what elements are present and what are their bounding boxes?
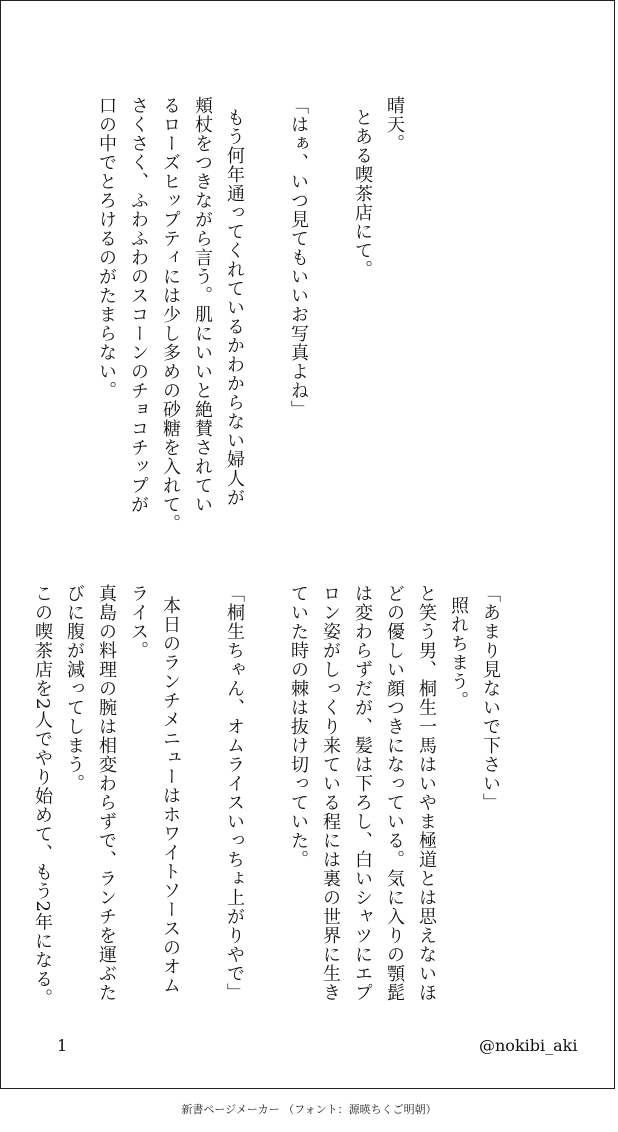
page-number: 1 bbox=[57, 1036, 68, 1055]
text-line: 「はぁ、いつ見てもいいお写真よね」 bbox=[288, 96, 309, 419]
author-handle: @nokibi_aki bbox=[479, 1036, 578, 1055]
text-line: びに腹が減ってしまう。 bbox=[64, 584, 85, 793]
text-line: 真島の料理の腕は相変わらずで、ランチを運ぶた bbox=[96, 584, 117, 1002]
text-line: 頬杖をつきながら言う。肌にいいと絶賛されてい bbox=[192, 96, 213, 514]
text-line: 晴天。 bbox=[384, 96, 405, 153]
text-line bbox=[186, 584, 218, 1008]
text-line: 本日のランチメニューはホワイトソースのオム bbox=[160, 596, 181, 995]
text-line: 照れちまう。 bbox=[448, 596, 469, 710]
text-line: 口の中でとろけるのがたまらない。 bbox=[96, 96, 117, 400]
text-line: 「桐生ちゃん、オムライスいっちょ上がりやで」 bbox=[224, 584, 245, 1002]
text-line: るローズヒップティには少し多めの砂糖を入れて。 bbox=[160, 96, 181, 533]
text-line: と笑う男、桐生一馬はいやま極道とは思えないほ bbox=[416, 584, 437, 1002]
text-line: ていた時の棘は抜け切っていた。 bbox=[288, 584, 309, 869]
text-line: は変わらずだが、髪は下ろし、白いシャツにエプ bbox=[352, 584, 373, 1002]
text-line: さくさく、ふわふわのスコーンのチョコチップが bbox=[128, 96, 149, 514]
lower-text-block bbox=[0, 584, 570, 1008]
upper-text-block bbox=[26, 96, 474, 533]
text-line bbox=[250, 96, 282, 533]
text-line: ライス。 bbox=[128, 584, 149, 660]
text-line: とある喫茶店にて。 bbox=[352, 108, 373, 279]
text-line: どの優しい顔つきになっている。気に入りの顎髭 bbox=[384, 584, 405, 1002]
text-line: この喫茶店を2人でやり始めて、もう2年になる。 bbox=[32, 584, 53, 1008]
text-line: もう何年通ってくれているかわからない婦人が bbox=[224, 108, 245, 507]
text-line: ロン姿がしっくり来ている程には裏の世界に生き bbox=[320, 584, 341, 1002]
text-line bbox=[314, 96, 346, 533]
generator-credit: 新書ページメーカー （フォント：源暎ちくご明朝） bbox=[181, 1103, 437, 1116]
text-line bbox=[250, 584, 282, 1008]
text-line: 「あまり見ないで下さい」 bbox=[480, 584, 501, 812]
